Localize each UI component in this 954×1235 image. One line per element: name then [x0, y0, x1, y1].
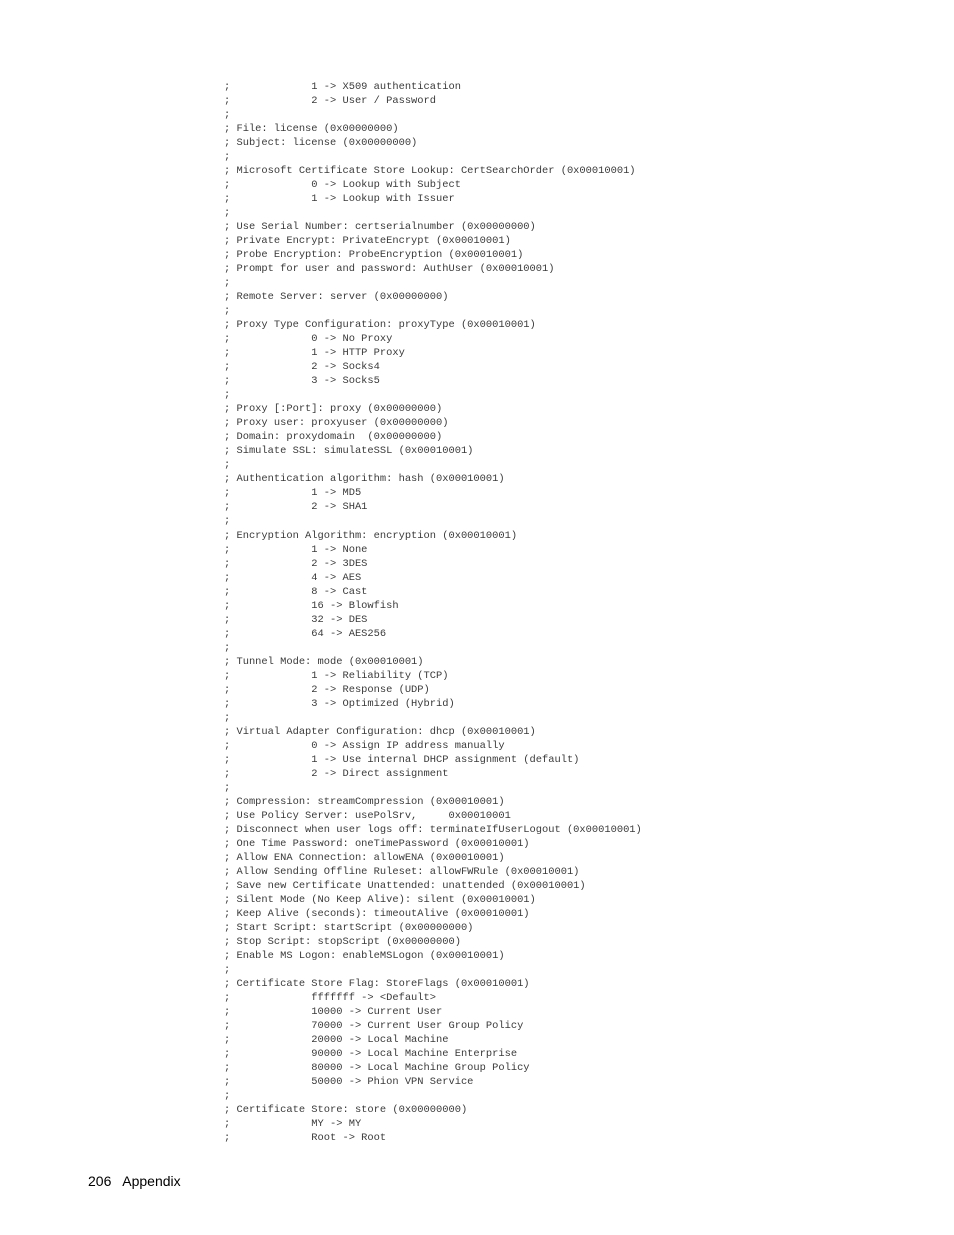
code-line: ; fffffff -> <Default>	[224, 992, 437, 1005]
code-line: ; 3 -> Optimized (Hybrid)	[224, 697, 455, 710]
code-line: ; Encryption Algorithm: encryption (0x00010001)	[224, 529, 518, 542]
code-line: ; 0 -> Lookup with Subject	[224, 179, 461, 192]
code-line: ; 4 -> AES	[224, 571, 362, 584]
code-line: ; Subject: license (0x00000000)	[224, 137, 418, 150]
code-line: ; 0 -> Assign IP address manually	[224, 739, 505, 752]
code-line: ; 1 -> X509 authentication	[224, 81, 461, 93]
code-line: ; MY -> MY	[224, 1118, 362, 1131]
code-line: ; Certificate Store: store (0x00000000)	[224, 1104, 468, 1117]
code-line: ;	[224, 641, 231, 654]
code-line: ; Prompt for user and password: AuthUser (0x00010001)	[224, 263, 555, 276]
code-line: ; 10000 -> Current User	[224, 1006, 443, 1019]
code-line: ;	[224, 963, 231, 976]
code-line: ;	[224, 459, 231, 472]
code-line: ; Certificate Store Flag: StoreFlags (0x00010001)	[224, 978, 530, 990]
code-line: ; Tunnel Mode: mode (0x00010001)	[224, 655, 424, 668]
code-line: ;	[224, 277, 231, 290]
page-footer	[88, 1173, 181, 1189]
code-line: ;	[224, 207, 231, 220]
code-line: ;	[224, 1090, 231, 1103]
code-line: ; 2 -> Socks4	[224, 361, 380, 374]
code-line: ; Microsoft Certificate Store Lookup: CertSearchOrder (0x00010001)	[224, 165, 636, 178]
code-line: ; 0 -> No Proxy	[224, 333, 393, 346]
config-code-listing	[224, 80, 642, 1145]
code-line: ; Enable MS Logon: enableMSLogon (0x00010001)	[224, 949, 505, 962]
code-line: ;	[224, 711, 231, 724]
code-line: ; 70000 -> Current User Group Policy	[224, 1020, 524, 1033]
code-line: ; Probe Encryption: ProbeEncryption (0x00010001)	[224, 249, 524, 262]
code-line: ; 1 -> MD5	[224, 487, 362, 500]
code-line: ; 2 -> SHA1	[224, 501, 368, 514]
code-line: ; 3 -> Socks5	[224, 375, 380, 388]
code-line: ;	[224, 305, 231, 318]
code-line: ; File: license (0x00000000)	[224, 123, 399, 136]
code-line: ; 8 -> Cast	[224, 585, 368, 598]
code-line: ;	[224, 109, 231, 122]
code-line: ; Domain: proxydomain (0x00000000)	[224, 431, 443, 444]
code-line: ; 1 -> None	[224, 543, 368, 556]
code-line: ; 20000 -> Local Machine	[224, 1034, 449, 1047]
code-line: ; Keep Alive (seconds): timeoutAlive (0x00010001)	[224, 907, 530, 920]
code-line: ;	[224, 389, 231, 402]
page-number: 206	[88, 1173, 112, 1189]
code-line: ; One Time Password: oneTimePassword (0x00010001)	[224, 837, 530, 850]
code-line: ; Remote Server: server (0x00000000)	[224, 291, 449, 304]
code-line: ; 2 -> User / Password	[224, 95, 437, 108]
code-line: ; 1 -> Use internal DHCP assignment (default)	[224, 753, 580, 766]
code-line: ; Start Script: startScript (0x00000000)	[224, 921, 474, 934]
code-line: ; Private Encrypt: PrivateEncrypt (0x00010001)	[224, 235, 511, 248]
code-line: ; 2 -> Response (UDP)	[224, 683, 430, 696]
code-line: ; 2 -> Direct assignment	[224, 767, 449, 780]
code-line: ; Use Serial Number: certserialnumber (0x00000000)	[224, 221, 536, 234]
code-line: ; Allow Sending Offline Ruleset: allowFWRule (0x00010001)	[224, 865, 580, 878]
code-line: ; Proxy Type Configuration: proxyType (0x00010001)	[224, 319, 536, 332]
code-line: ; Authentication algorithm: hash (0x00010001)	[224, 473, 505, 486]
code-line: ; 32 -> DES	[224, 613, 368, 626]
section-title: Appendix	[122, 1173, 181, 1189]
code-line: ; Use Policy Server: usePolSrv, 0x00010001	[224, 809, 511, 822]
code-line: ; Proxy user: proxyuser (0x00000000)	[224, 417, 449, 430]
code-line: ; 80000 -> Local Machine Group Policy	[224, 1062, 530, 1075]
code-line: ; 1 -> Lookup with Issuer	[224, 193, 455, 206]
code-line: ; Save new Certificate Unattended: unattended (0x00010001)	[224, 879, 586, 892]
code-line: ; 1 -> Reliability (TCP)	[224, 669, 449, 682]
code-line: ; 50000 -> Phion VPN Service	[224, 1076, 474, 1089]
code-line: ;	[224, 781, 231, 794]
code-line: ; Stop Script: stopScript (0x00000000)	[224, 935, 461, 948]
code-line: ; Proxy [:Port]: proxy (0x00000000)	[224, 403, 443, 416]
code-line: ; 90000 -> Local Machine Enterprise	[224, 1048, 518, 1061]
code-line: ; Simulate SSL: simulateSSL (0x00010001)	[224, 445, 474, 458]
code-line: ; 1 -> HTTP Proxy	[224, 347, 405, 360]
code-line: ; Compression: streamCompression (0x00010001)	[224, 795, 505, 808]
code-line: ; Virtual Adapter Configuration: dhcp (0x00010001)	[224, 725, 536, 738]
code-line: ; 64 -> AES256	[224, 627, 387, 640]
code-line: ; 2 -> 3DES	[224, 557, 368, 570]
code-line: ; Disconnect when user logs off: terminateIfUserLogout (0x00010001)	[224, 823, 642, 836]
code-line: ;	[224, 151, 231, 164]
code-line: ; Root -> Root	[224, 1132, 387, 1145]
code-line: ;	[224, 515, 231, 528]
code-line: ; Silent Mode (No Keep Alive): silent (0x00010001)	[224, 893, 536, 906]
code-line: ; Allow ENA Connection: allowENA (0x00010001)	[224, 851, 505, 864]
code-line: ; 16 -> Blowfish	[224, 599, 399, 612]
